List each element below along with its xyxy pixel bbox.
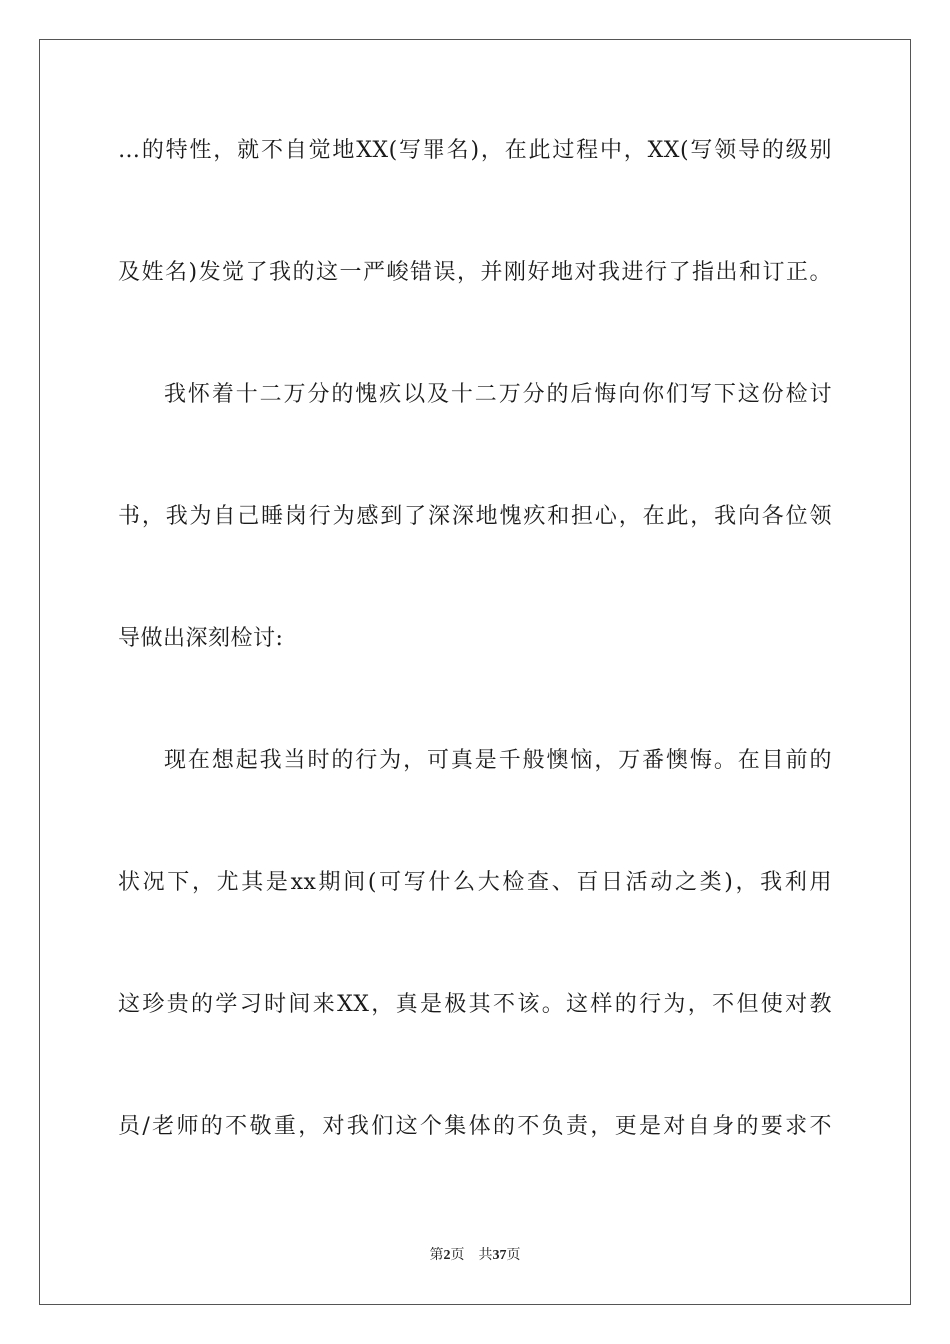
text-line-5: 导做出深刻检讨:	[118, 626, 284, 651]
text-line-6: 现在想起我当时的行为，可真是千般懊恼，万番懊悔。在目前的	[164, 748, 832, 773]
page-footer	[0, 1244, 950, 1264]
footer-page-number: 2	[443, 1248, 451, 1263]
footer-total-prefix: 共	[478, 1247, 493, 1263]
text-line-4: 书，我为自己睡岗行为感到了深深地愧疚和担心，在此，我向各位领	[118, 504, 832, 529]
text-line-7: 状况下，尤其是xx期间(可写什么大检查、百日活动之类)，我利用	[118, 870, 832, 895]
text-line-3: 我怀着十二万分的愧疚以及十二万分的后悔向你们写下这份检讨	[164, 382, 832, 407]
text-line-9: 员/老师的不敬重，对我们这个集体的不负责，更是对自身的要求不	[118, 1114, 832, 1139]
footer-page-suffix: 页	[450, 1247, 465, 1263]
footer-prefix: 第	[429, 1247, 444, 1263]
text-line-2: 及姓名)发觉了我的这一严峻错误，并刚好地对我进行了指出和订正。	[118, 260, 832, 285]
text-line-1: …的特性，就不自觉地XX(写罪名)，在此过程中，XX(写领导的级别	[118, 138, 832, 163]
footer-total-suffix: 页	[506, 1247, 521, 1263]
footer-total-pages: 37	[492, 1248, 507, 1263]
text-line-8: 这珍贵的学习时间来XX，真是极其不该。这样的行为，不但使对教	[118, 992, 832, 1017]
